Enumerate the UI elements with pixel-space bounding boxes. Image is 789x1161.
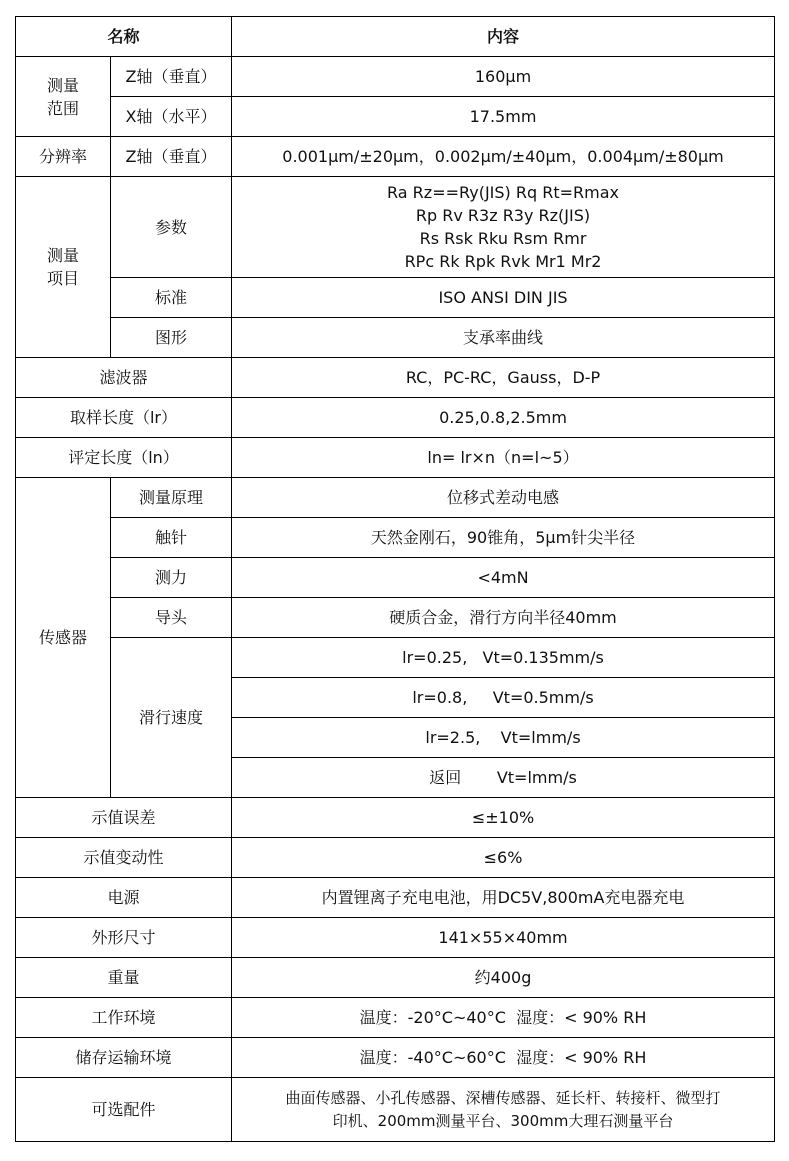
table-row xyxy=(16,478,775,518)
indication-variation-label: 示值变动性 xyxy=(16,838,232,878)
params-line: Rp Rv R3z R3y Rz(JIS) xyxy=(415,206,591,225)
header-row xyxy=(16,17,775,57)
table-row xyxy=(16,358,775,398)
dimensions-value: 141×55×40mm xyxy=(232,918,775,958)
principle-label: 测量原理 xyxy=(111,478,232,518)
graph-label: 图形 xyxy=(111,318,232,358)
force-label: 测力 xyxy=(111,558,232,598)
storage-env-value: 温度：-40°C~60°C 湿度：< 90% RH xyxy=(232,1038,775,1078)
table-row xyxy=(16,1078,775,1142)
resolution-label: 分辨率 xyxy=(16,137,111,177)
resolution-sub: Z轴（垂直） xyxy=(111,137,232,177)
guide-value: 硬质合金，滑行方向半径40mm xyxy=(232,598,775,638)
range-z-value: 160μm xyxy=(232,57,775,97)
graph-value: 支承率曲线 xyxy=(232,318,775,358)
speed-value: lr=0.8, Vt=0.5mm/s xyxy=(232,678,775,718)
table-row xyxy=(16,97,775,137)
accessories-label: 可选配件 xyxy=(16,1078,232,1142)
dimensions-label: 外形尺寸 xyxy=(16,918,232,958)
speed-value: lr=2.5, Vt=lmm/s xyxy=(232,718,775,758)
accessories-line: 印机、200mm测量平台、300mm大理石测量平台 xyxy=(332,1111,674,1130)
params-value xyxy=(232,177,775,278)
weight-label: 重量 xyxy=(16,958,232,998)
indication-variation-value: ≤6% xyxy=(232,838,775,878)
speed-value: lr=0.25, Vt=0.135mm/s xyxy=(232,638,775,678)
header-name: 名称 xyxy=(16,17,232,57)
table-row xyxy=(16,1038,775,1078)
table-row xyxy=(16,177,775,278)
table-row xyxy=(16,278,775,318)
filter-label: 滤波器 xyxy=(16,358,232,398)
params-label: 参数 xyxy=(111,177,232,278)
speed-label: 滑行速度 xyxy=(111,638,232,798)
table-row xyxy=(16,998,775,1038)
power-label: 电源 xyxy=(16,878,232,918)
work-env-value: 温度：-20°C~40°C 湿度：< 90% RH xyxy=(232,998,775,1038)
work-env-label: 工作环境 xyxy=(16,998,232,1038)
standard-label: 标准 xyxy=(111,278,232,318)
filter-value: RC，PC-RC，Gauss，D-P xyxy=(232,358,775,398)
accessories-value xyxy=(232,1078,775,1142)
table-row xyxy=(16,878,775,918)
sensor-label: 传感器 xyxy=(16,478,111,798)
range-x-value: 17.5mm xyxy=(232,97,775,137)
table-row xyxy=(16,518,775,558)
params-line: Ra Rz==Ry(JIS) Rq Rt=Rmax xyxy=(387,183,620,202)
accessories-line: 曲面传感器、小孔传感器、深槽传感器、延长杆、转接杆、微型打 xyxy=(285,1088,721,1107)
table-row xyxy=(16,137,775,177)
items-label-line1: 测量 xyxy=(46,246,79,265)
indication-error-label: 示值误差 xyxy=(16,798,232,838)
force-value: <4mN xyxy=(232,558,775,598)
range-label-line1: 测量 xyxy=(46,75,79,95)
standard-value: ISO ANSI DIN JIS xyxy=(232,278,775,318)
eval-length-label: 评定长度（ln） xyxy=(16,438,232,478)
table-row xyxy=(16,918,775,958)
table-row xyxy=(16,438,775,478)
params-line: RPc Rk Rpk Rvk Mr1 Mr2 xyxy=(404,252,602,271)
range-x-label: X轴（水平） xyxy=(111,97,232,137)
table-row xyxy=(16,57,775,97)
table-row xyxy=(16,958,775,998)
sample-length-label: 取样长度（lr） xyxy=(16,398,232,438)
table-row xyxy=(16,798,775,838)
weight-value: 约400g xyxy=(232,958,775,998)
storage-env-label: 储存运输环境 xyxy=(16,1038,232,1078)
items-label xyxy=(16,177,111,358)
guide-label: 导头 xyxy=(111,598,232,638)
spec-table xyxy=(15,16,775,1142)
stylus-value: 天然金刚石，90锥角，5μm针尖半径 xyxy=(232,518,775,558)
eval-length-value: ln= lr×n（n=l~5） xyxy=(232,438,775,478)
table-row xyxy=(16,598,775,638)
header-content: 内容 xyxy=(232,17,775,57)
table-row xyxy=(16,838,775,878)
principle-value: 位移式差动电感 xyxy=(232,478,775,518)
power-value: 内置锂离子充电电池，用DC5V,800mA充电器充电 xyxy=(232,878,775,918)
table-row xyxy=(16,558,775,598)
indication-error-value: ≤±10% xyxy=(232,798,775,838)
table-row xyxy=(16,318,775,358)
speed-value: 返回 Vt=lmm/s xyxy=(232,758,775,798)
table-row xyxy=(16,398,775,438)
range-label-line2: 范围 xyxy=(46,98,79,118)
resolution-value: 0.001μm/±20μm，0.002μm/±40μm，0.004μm/±80μm xyxy=(232,137,775,177)
range-z-label: Z轴（垂直） xyxy=(111,57,232,97)
items-label-line2: 项目 xyxy=(46,269,79,288)
sample-length-value: 0.25,0.8,2.5mm xyxy=(232,398,775,438)
range-label xyxy=(16,57,111,137)
params-line: Rs Rsk Rku Rsm Rmr xyxy=(419,229,587,248)
table-row xyxy=(16,638,775,678)
stylus-label: 触针 xyxy=(111,518,232,558)
